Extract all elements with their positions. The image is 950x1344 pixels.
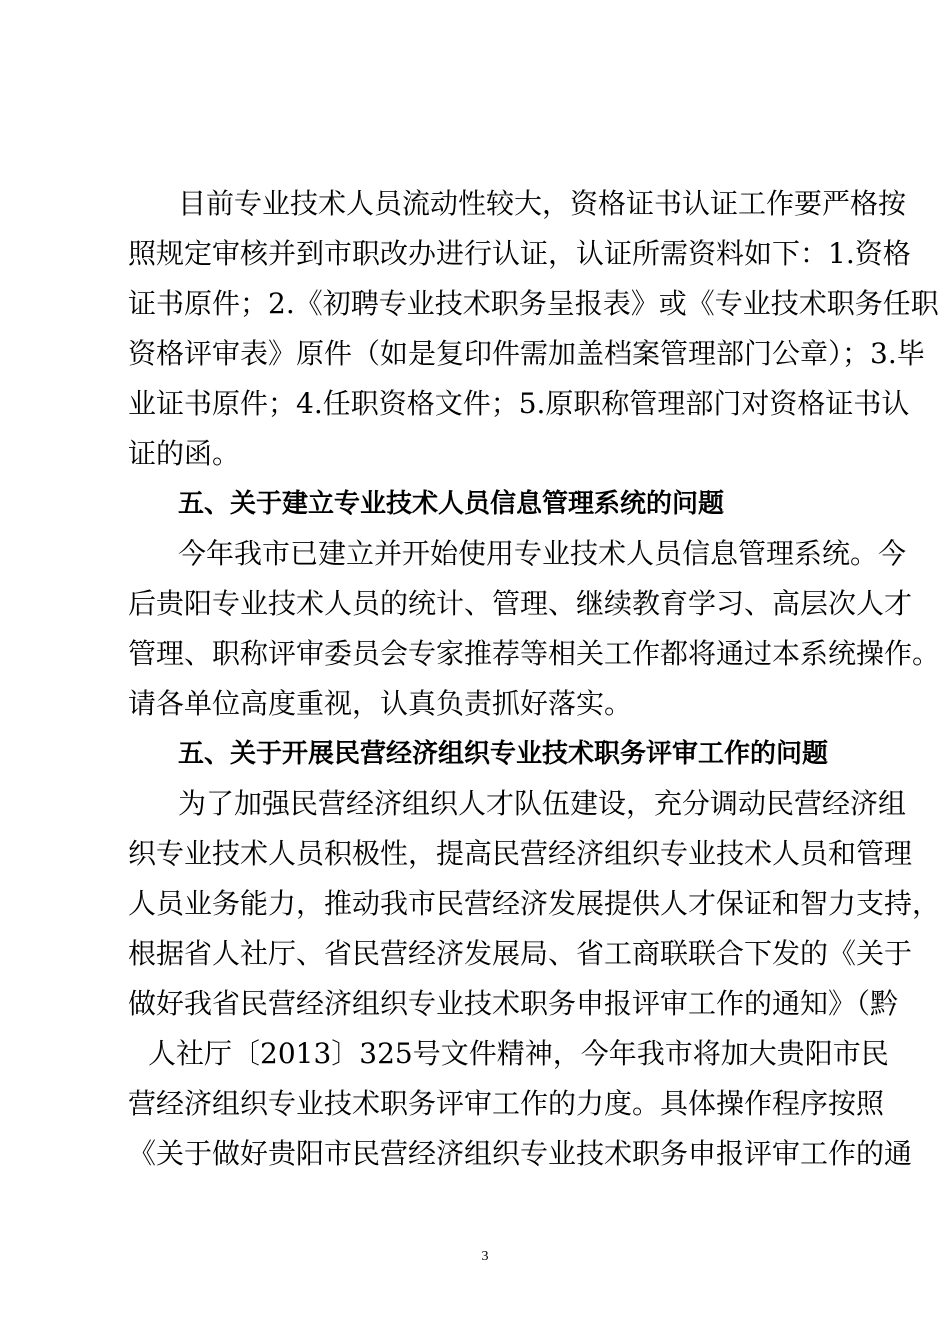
paragraph-1-line-2: 照规定审核并到市职改办进行认证，认证所需资料如下：1.资格 <box>128 237 911 270</box>
paragraph-2-line-3: 管理、职称评审委员会专家推荐等相关工作都将通过本系统操作。 <box>128 637 941 670</box>
paragraph-1-line-6: 证的函。 <box>128 437 241 470</box>
paragraph-3-line-2: 织专业技术人员积极性，提高民营经济组织专业技术人员和管理 <box>128 837 913 870</box>
paragraph-2-line-4: 请各单位高度重视，认真负责抓好落实。 <box>128 687 633 720</box>
paragraph-3-line-7: 营经济组织专业技术职务评审工作的力度。具体操作程序按照 <box>128 1087 885 1120</box>
paragraph-1-line-5: 业证书原件；4.任职资格文件；5.原职称管理部门对资格证书认 <box>128 387 910 420</box>
paragraph-3-line-3: 人员业务能力，推动我市民营经济发展提供人才保证和智力支持， <box>128 887 941 920</box>
section-heading-private-economy-review: 五、关于开展民营经济组织专业技术职务评审工作的问题 <box>178 739 829 769</box>
section-heading-information-system: 五、关于建立专业技术人员信息管理系统的问题 <box>178 489 725 519</box>
paragraph-3-line-4: 根据省人社厅、省民营经济发展局、省工商联联合下发的《关于 <box>128 937 913 970</box>
paragraph-1-line-3: 证书原件；2.《初聘专业技术职务呈报表》或《专业技术职务任职 <box>128 287 939 320</box>
paragraph-3-line-1: 为了加强民营经济组织人才队伍建设，充分调动民营经济组 <box>178 787 907 820</box>
paragraph-1-line-4: 资格评审表》原件（如是复印件需加盖档案管理部门公章）；3.毕 <box>128 337 925 370</box>
paragraph-3-line-6: 人社厅〔2013〕325号文件精神，今年我市将加大贵阳市民 <box>148 1037 889 1070</box>
page-number: 3 <box>481 1249 489 1264</box>
paragraph-2-line-2: 后贵阳专业技术人员的统计、管理、继续教育学习、高层次人才 <box>128 587 913 620</box>
paragraph-3-line-8: 《关于做好贵阳市民营经济组织专业技术职务申报评审工作的通 <box>128 1137 913 1170</box>
paragraph-2-line-1: 今年我市已建立并开始使用专业技术人员信息管理系统。今 <box>178 537 907 570</box>
paragraph-1-line-1: 目前专业技术人员流动性较大，资格证书认证工作要严格按 <box>178 187 907 220</box>
paragraph-3-line-5: 做好我省民营经济组织专业技术职务申报评审工作的通知》（黔 <box>128 987 899 1020</box>
